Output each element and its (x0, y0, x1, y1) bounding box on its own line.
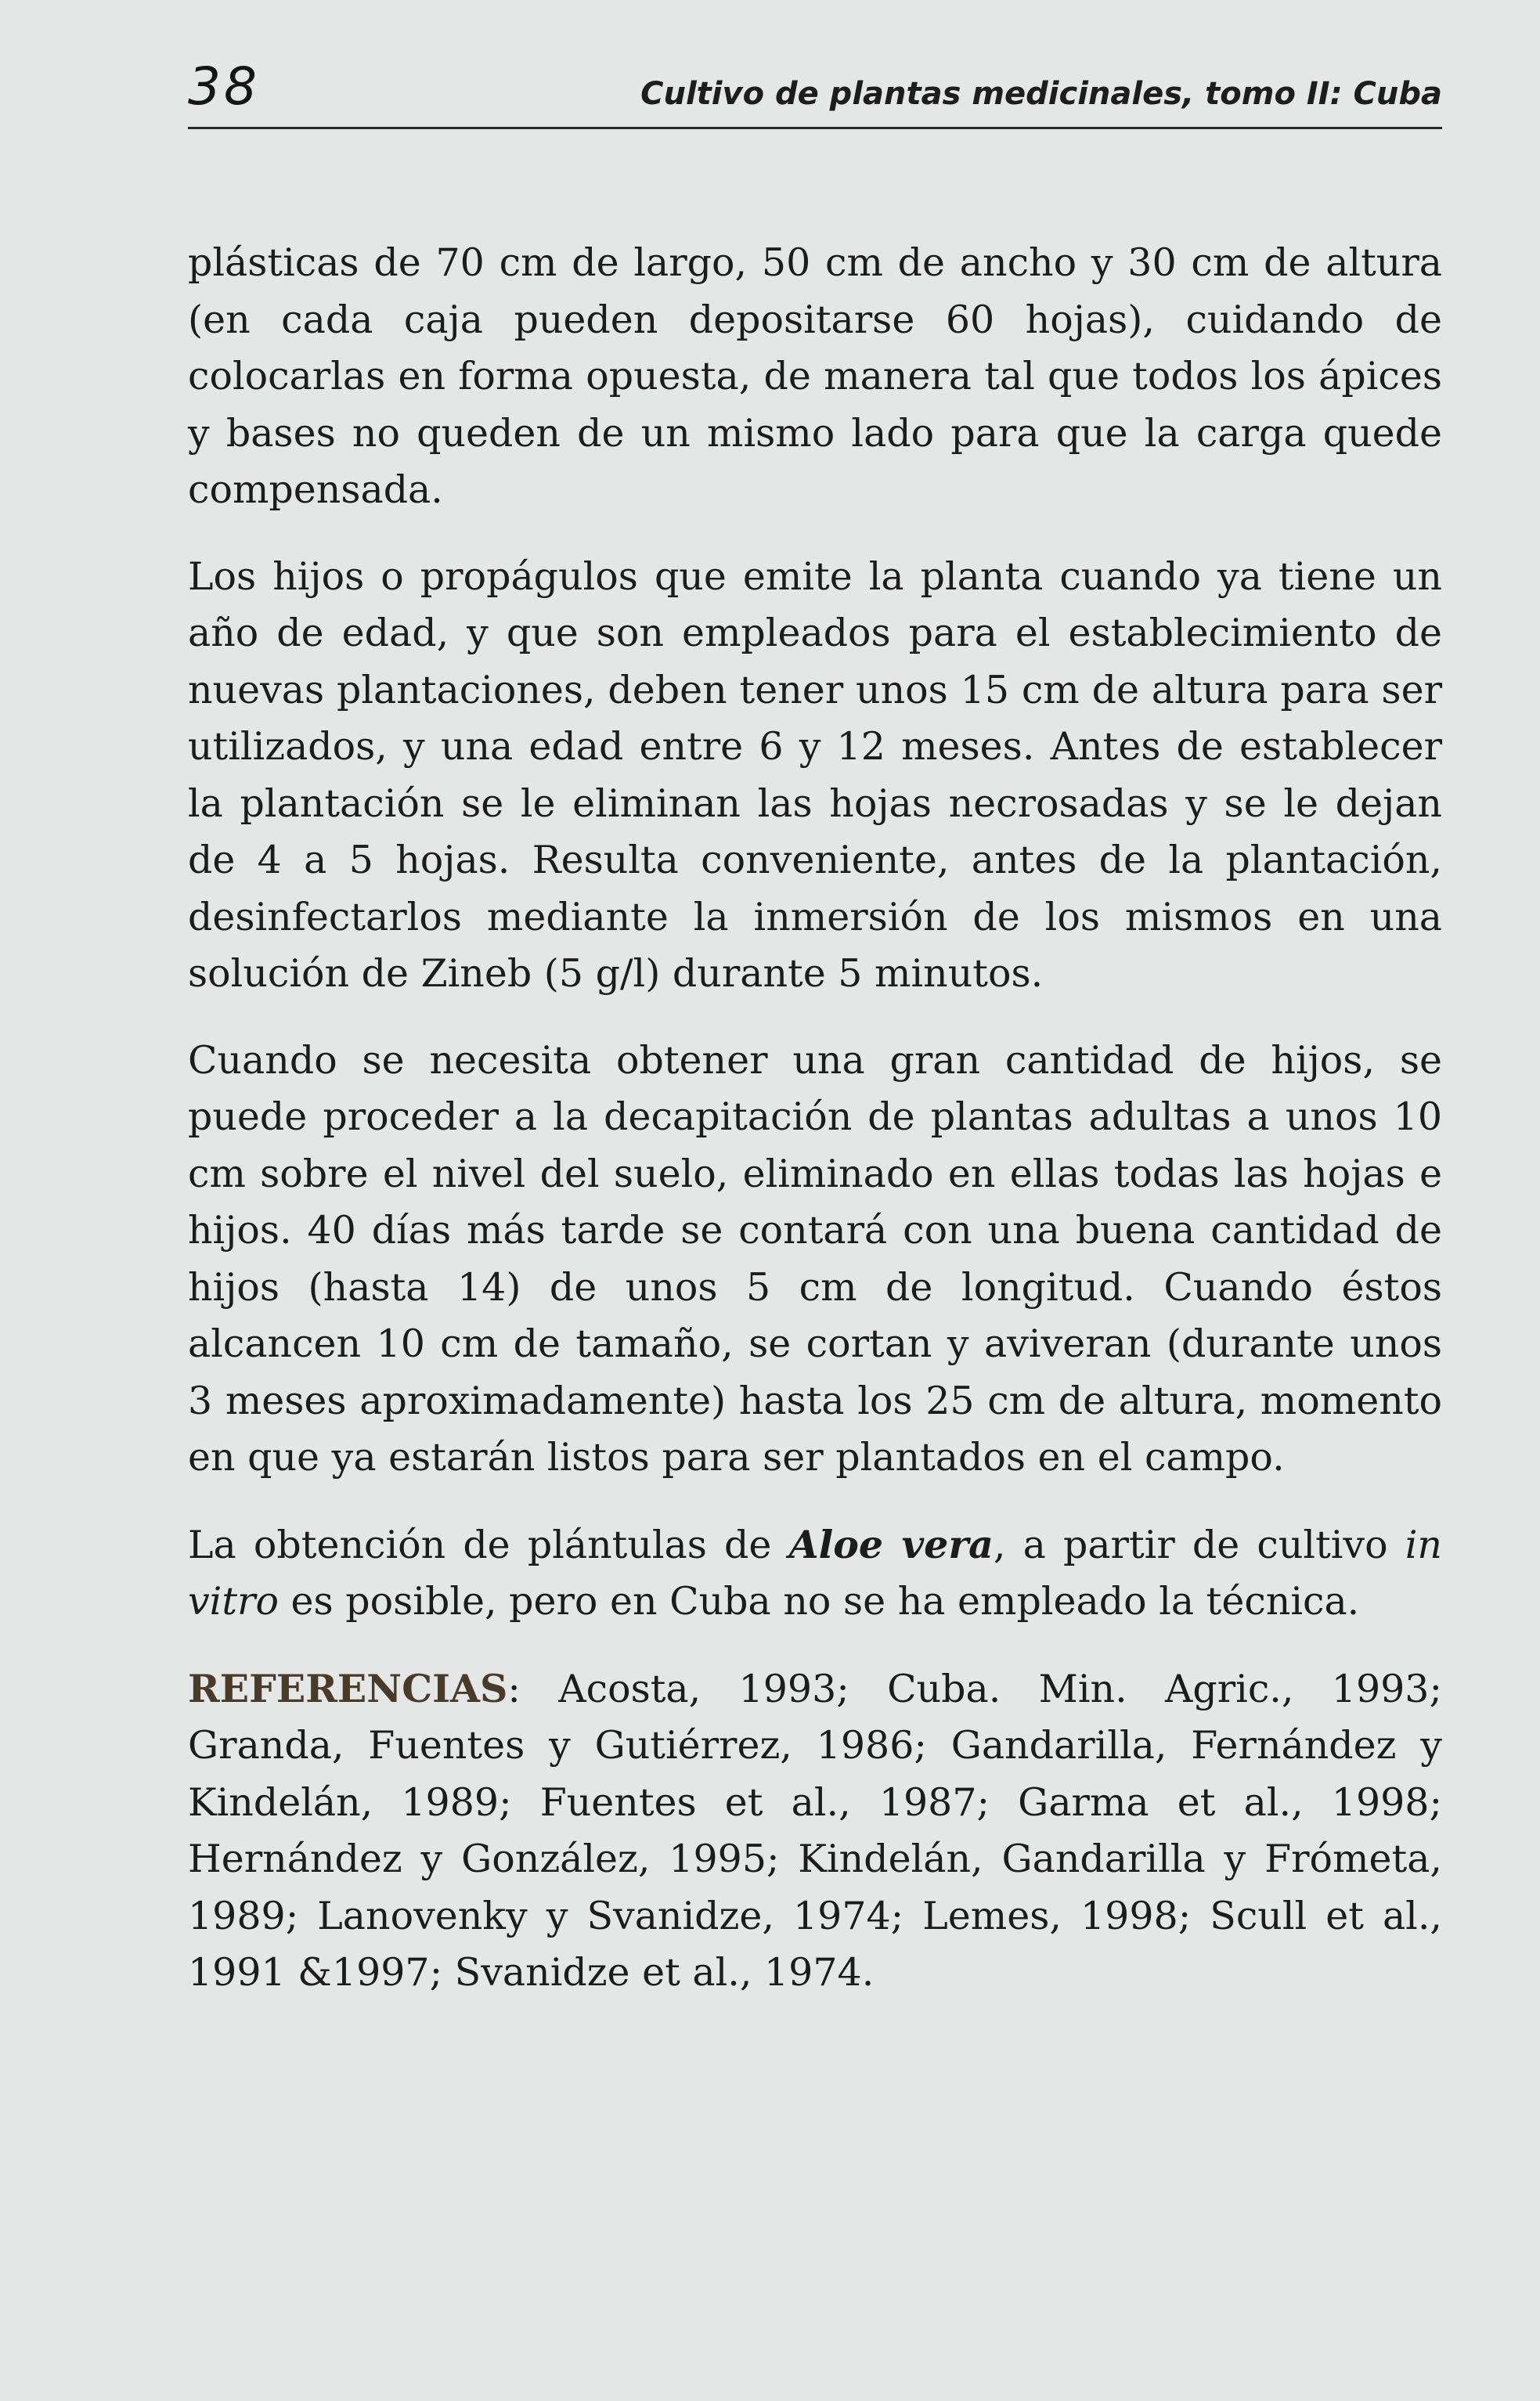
body-text (188, 235, 1442, 2002)
paragraph-1: plásticas de 70 cm de largo, 50 cm de ancho y 30 cm de altura (en cada caja pueden depositarse 60 hojas), cuidando de colocarlas en forma opuesta, de manera tal que todos los ápices y bases no queden de un mismo lado para que la carga quede compensada. (188, 240, 1442, 512)
paragraph-4 (188, 1516, 1442, 1631)
paragraph-4-text-end: es posible, pero en Cuba no se ha empleado la técnica. (278, 1579, 1360, 1624)
running-title: Cultivo de plantas medicinales, tomo II: Cuba (640, 76, 1442, 112)
references-text: : Acosta, 1993; Cuba. Min. Agric., 1993; Granda, Fuentes y Gutiérrez, 1986; Gandarilla, Fernández y Kindelán, 1989; Fuentes et al., 1987; Garma et al., 1998; Hernández y González, 1995; Kindelán, Gandarilla y Frómeta, 1989; Lanovenky y Svanidze, 1974; Lemes, 1998; Scull et al., 1991 &1997; Svanidze et al., 1974. (188, 1666, 1442, 1995)
species-name: Aloe vera (788, 1521, 994, 1567)
paragraph-3: Cuando se necesita obtener una gran cantidad de hijos, se puede proceder a la decapitación de plantas adultas a unos 10 cm sobre el nivel del suelo, eliminado en ellas todas las hojas e hijos. 40 días más tarde se contará con una buena cantidad de hijos (hasta 14) de unos 5 cm de longitud. Cuando éstos alcancen 10 cm de tamaño, se cortan y aviveran (durante unos 3 meses aproximadamente) hasta los 25 cm de altura, momento en que ya estarán listos para ser plantados en el campo. (188, 1037, 1442, 1480)
page-header (188, 56, 1442, 132)
references-paragraph (188, 1660, 1442, 2002)
references-label: REFERENCIAS (188, 1665, 508, 1711)
paragraph-4-text-start: La obtención de plántulas de (188, 1522, 789, 1567)
in-vitro-term: in vitro (188, 1522, 1442, 1624)
paragraph-4-text-middle: , a partir de cultivo (993, 1522, 1405, 1567)
header-rule (188, 127, 1442, 129)
page-number: 38 (188, 56, 260, 117)
paragraph-2: Los hijos o propágulos que emite la planta cuando ya tiene un año de edad, y que son empleados para el establecimiento de nuevas plantaciones, deben tener unos 15 cm de altura para ser utilizados, y una edad entre 6 y 12 meses. Antes de establecer la plantación se le eliminan las hojas necrosadas y se le dejan de 4 a 5 hojas. Resulta conveniente, antes de la plantación, desinfectarlos mediante la inmersión de los mismos en una solución de Zineb (5 g/l) durante 5 minutos. (188, 553, 1442, 996)
